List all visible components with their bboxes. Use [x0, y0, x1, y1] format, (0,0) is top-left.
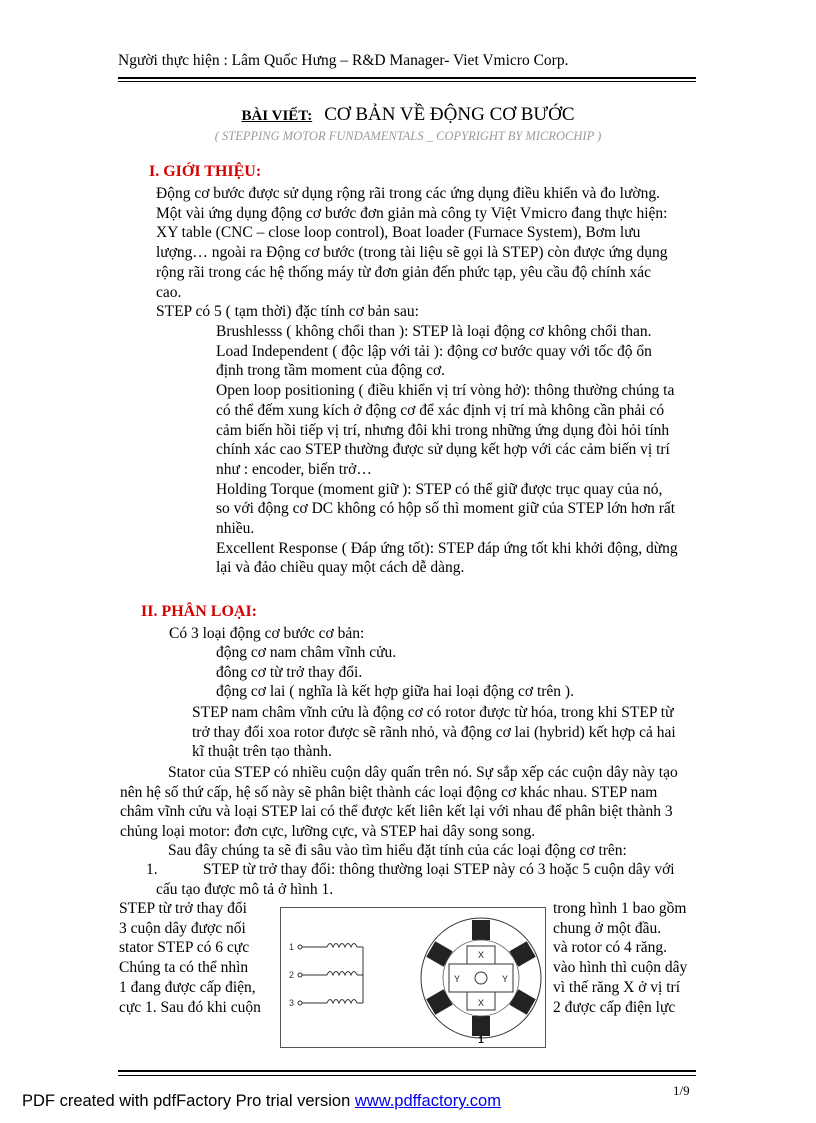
- text-line: stator STEP có 6 cực: [119, 939, 250, 957]
- text-line: Open loop positioning ( điều khiển vị trí vòng hở): thông thường chúng ta: [216, 382, 675, 400]
- rotor-tooth-label: Y: [501, 974, 509, 984]
- text-line: Động cơ bước được sử dụng rộng rãi trong các ứng dụng điều khiển và đo lường.: [156, 185, 660, 202]
- text-line: Brushlesss ( không chổi than ): STEP là loại động cơ không chổi than.: [216, 323, 652, 340]
- title-label: BÀI VIẾT:: [241, 108, 313, 124]
- text-line: Chúng ta có thể nhìn: [119, 959, 249, 977]
- text-line: có thể đếm xung kích ở động cơ để xác định vị trí mà không cần phải có: [216, 401, 665, 419]
- text-line: Load Independent ( độc lập với tải ): động cơ bước quay với tốc độ ổn: [216, 342, 652, 360]
- text-line: nên hệ số thứ cấp, hệ số này sẽ phân biệt thành các loại động cơ khác nhau. STEP nam: [120, 783, 658, 801]
- rotor-tooth-label: X: [477, 950, 485, 960]
- text-line: cấu tạo được mô tả ở hình 1.: [156, 880, 334, 898]
- figure-wrap-left: [119, 899, 261, 1017]
- page-header-author: Người thực hiện : Lâm Quốc Hưng – R&D Manager- Viet Vmicro Corp.: [118, 52, 569, 69]
- text-line: động cơ lai ( nghĩa là kết hợp giữa hai loại động cơ trên ).: [216, 683, 574, 701]
- text-line: chung ở một đầu.: [553, 919, 662, 937]
- pdffactory-link[interactable]: www.pdffactory.com: [354, 1092, 501, 1110]
- features-intro: STEP có 5 ( tạm thời) đặc tính cơ bản sau:: [156, 303, 419, 320]
- section-2-para-3: Sau đây chúng ta sẽ đi sâu vào tìm hiểu đặt tính của các loại động cơ trên:: [168, 842, 627, 859]
- motor-type-list: [216, 643, 574, 702]
- coil-label-1: 1: [289, 942, 295, 952]
- text-line: STEP từ trở thay đổi: thông thường loại STEP này có 3 hoặc 5 cuộn dây với: [203, 861, 675, 878]
- page-number: 1/9: [673, 1083, 690, 1098]
- text-line: STEP từ trở thay đổi: [119, 900, 247, 917]
- header-rule-thick: [118, 77, 696, 79]
- text-line: vì thế răng X ở vị trí: [553, 978, 681, 996]
- rotor-tooth-label: X: [477, 998, 485, 1008]
- coil-label-3: 3: [289, 998, 295, 1008]
- text-line: cao.: [156, 283, 182, 301]
- list-item-1-number: 1.: [146, 861, 158, 878]
- section-2-para-1: [192, 703, 676, 762]
- text-line: Stator của STEP có nhiều cuộn dây quấn trên nó. Sự sắp xếp các cuộn dây này tạo: [168, 764, 678, 781]
- rotor-tooth-label: Y: [453, 974, 461, 984]
- pdf-notice-text: PDF created with pdfFactory Pro trial version: [22, 1092, 355, 1110]
- text-line: 3 cuộn dây được nối: [119, 919, 246, 937]
- text-line: trở thay đổi xoa rotor được sẽ rãnh nhỏ, và động cơ lai (hybrid) kết hợp cả hai: [192, 723, 676, 741]
- coil-3: [298, 1000, 363, 1006]
- footer-rule-thick: [118, 1070, 696, 1072]
- text-line: châm vĩnh cửu và loại STEP lai có thể được kết liên kết lại với nhau để phân biệt thành 3: [120, 803, 673, 821]
- text-line: vào hình thì cuộn dây: [553, 959, 688, 977]
- text-line: rộng rãi trong các hệ thống máy từ đơn giản đến phức tạp, yêu cầu độ chính xác: [156, 263, 652, 281]
- text-line: như : encoder, biến trở…: [216, 460, 372, 478]
- text-line: đông cơ từ trở thay đổi.: [216, 663, 363, 681]
- coil-1: [298, 944, 363, 1004]
- text-line: Một vài ứng dụng động cơ bước đơn giản mà công ty Việt Vmicro đang thực hiện:: [156, 204, 668, 222]
- text-line: chính xác cao STEP thường được sử dụng kết hợp với các cảm biến vị trí: [216, 441, 670, 459]
- section-1-intro: [156, 184, 668, 302]
- stator-pole: [472, 1016, 490, 1036]
- text-line: cảm biến hồi tiếp vị trí, nhưng đôi khi trong những ứng dụng đòi hỏi tính: [216, 421, 670, 439]
- figure-1-motor-diagram: [280, 907, 546, 1048]
- text-line: Excellent Response ( Đáp ứng tốt): STEP đáp ứng tốt khi khởi động, dừng: [216, 539, 678, 557]
- section-2-heading: II. PHÂN LOẠI:: [141, 603, 258, 620]
- stator-pole: [472, 920, 490, 940]
- figure-wrap-right: [553, 899, 687, 1017]
- text-line: XY table (CNC – close loop control), Boat loader (Furnace System), Bơm lưu: [156, 224, 641, 242]
- text-line: STEP nam châm vĩnh cửu là động cơ có rotor được từ hóa, trong khi STEP từ: [192, 704, 674, 721]
- text-line: lại và đảo chiều quay một cách dễ dàng.: [216, 559, 465, 577]
- footer-rule-thin: [118, 1075, 696, 1076]
- document-title: [0, 104, 816, 126]
- stator-pole-label: 1: [478, 1035, 484, 1046]
- title-text: CƠ BẢN VỀ ĐỘNG CƠ BƯỚC: [324, 104, 575, 125]
- text-line: lượng… ngoài ra Động cơ bước (trong tài liệu sẽ gọi là STEP) còn được ứng dụng: [156, 244, 668, 262]
- text-line: cực 1. Sau đó khi cuộn: [119, 998, 261, 1016]
- section-2-para-2: [120, 763, 678, 842]
- text-line: và rotor có 4 răng.: [553, 939, 668, 957]
- coil-label-2: 2: [289, 970, 295, 980]
- feature-list: [216, 322, 678, 578]
- motor-diagram-svg: [281, 908, 545, 1047]
- pdf-creator-notice: [22, 1092, 501, 1111]
- text-line: 2 được cấp điện lực: [553, 998, 676, 1016]
- text-line: kĩ thuật trên tạo thành.: [192, 743, 332, 761]
- text-line: chủng loại motor: đơn cực, lưỡng cực, và STEP hai dây song song.: [120, 823, 536, 841]
- section-2-intro: Có 3 loại động cơ bước cơ bản:: [169, 625, 365, 642]
- document-subtitle: ( STEPPING MOTOR FUNDAMENTALS _ COPYRIGHT BY MICROCHIP ): [214, 129, 602, 143]
- coil-2: [298, 972, 363, 978]
- text-line: động cơ nam châm vĩnh cửu.: [216, 644, 397, 661]
- text-line: so với động cơ DC không có hộp số thì moment giữ của STEP lớn hơn rất: [216, 500, 676, 518]
- section-1-heading: I. GIỚI THIỆU:: [149, 163, 262, 180]
- text-line: định trong tầm moment của động cơ.: [216, 362, 446, 380]
- text-line: trong hình 1 bao gồm: [553, 900, 687, 917]
- text-line: Holding Torque (moment giữ ): STEP có thể giữ được trục quay của nó,: [216, 480, 663, 498]
- text-line: 1 đang được cấp điện,: [119, 978, 256, 996]
- list-item-1: [156, 860, 675, 899]
- header-rule-thin: [118, 81, 696, 82]
- text-line: nhiều.: [216, 520, 255, 538]
